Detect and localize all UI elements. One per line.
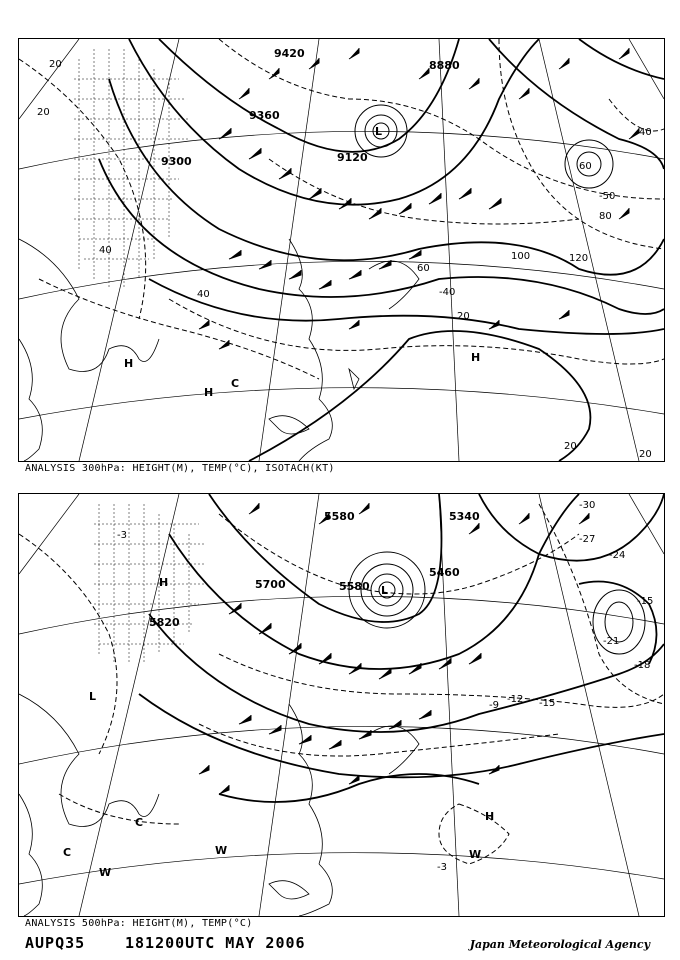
warm-center-3: W	[469, 848, 482, 861]
map-300hpa-canvas	[19, 39, 664, 461]
temp-label-minus30: -30	[579, 500, 596, 511]
caption-300hpa: ANALYSIS 300hPa: HEIGHT(M), TEMP(°C), ISOTACH(KT)	[25, 463, 335, 474]
height-label-5340: 5340	[449, 510, 480, 523]
cold-center-1: C	[135, 816, 144, 829]
isotherms	[19, 504, 664, 864]
height-label-5700: 5700	[255, 578, 286, 591]
temp-label-minus9: -9	[489, 700, 499, 711]
valid-time: 181200UTC MAY 2006	[125, 934, 306, 952]
agency-name: Japan Meteorological Agency	[469, 938, 650, 951]
temp-label-minus3b: -3	[437, 862, 447, 873]
isotach-label-20b: 20	[37, 107, 50, 118]
height-label-8880: 8880	[429, 59, 460, 72]
isotach-label-40c: 40	[197, 289, 210, 300]
height-label-5820: 5820	[149, 616, 180, 629]
wind-barbs	[199, 48, 639, 349]
isotach-label-40b: 40	[639, 127, 652, 138]
height-label-9300: 9300	[161, 155, 192, 168]
low-center: L	[375, 125, 383, 138]
map-500hpa-canvas	[19, 494, 664, 916]
temp-label-minus12: -12	[507, 694, 524, 705]
temp-label-minus40: -40	[439, 287, 456, 298]
hatched-region	[94, 504, 204, 664]
cold-center-2: C	[63, 846, 72, 859]
low-center-1: L	[89, 690, 97, 703]
isotach-label-100: 100	[511, 251, 531, 262]
height-label-5580b: 5580	[324, 510, 355, 523]
warm-center-1: W	[99, 866, 112, 879]
high-center-1: H	[159, 576, 169, 589]
high-center-2: H	[485, 810, 495, 823]
temp-label-minus3: -3	[117, 530, 127, 541]
height-contours	[99, 39, 664, 461]
height-label-5580: 5580	[339, 580, 370, 593]
low-center-rings	[349, 552, 645, 654]
chart-id: AUPQ35	[25, 934, 86, 952]
temp-label-minus15: -15	[539, 698, 556, 709]
isotach-label-120: 120	[569, 253, 589, 264]
temp-label-minus24: -24	[609, 550, 626, 561]
high-center-3: H	[204, 386, 214, 399]
high-center-1: H	[124, 357, 134, 370]
low-center-2: L	[381, 584, 389, 597]
caption-500hpa: ANALYSIS 500hPa: HEIGHT(M), TEMP(°C)	[25, 918, 253, 929]
isotach-label-20d: 20	[564, 441, 577, 452]
temp-label-minus18: -18	[634, 660, 651, 671]
temp-label-minus27: -27	[579, 534, 596, 545]
analysis-500hpa-map	[18, 493, 665, 917]
cold-center: C	[231, 377, 240, 390]
graticule	[19, 39, 664, 461]
warm-center-2: W	[215, 844, 228, 857]
high-center-2: H	[471, 351, 481, 364]
isotach-label-20: 20	[49, 59, 62, 70]
temp-label-minus21: -21	[603, 636, 620, 647]
height-label-9120: 9120	[337, 151, 368, 164]
isotach-label-60b: 60	[579, 161, 592, 172]
isotach-label-80: 80	[599, 211, 612, 222]
temp-label-minus15b: -15	[637, 596, 654, 607]
height-label-5460: 5460	[429, 566, 460, 579]
height-label-9360: 9360	[249, 109, 280, 122]
hatched-region	[74, 49, 189, 289]
graticule	[19, 494, 664, 916]
analysis-300hpa-map	[18, 38, 665, 462]
isotach-label-40: 40	[99, 245, 112, 256]
isotach-label-20e: 20	[639, 449, 652, 460]
isotachs	[19, 39, 664, 379]
wind-barbs	[199, 503, 589, 794]
temp-label-minus50: -50	[599, 191, 616, 202]
height-label-9420: 9420	[274, 47, 305, 60]
low-center-rings	[355, 105, 613, 188]
coastlines	[19, 694, 419, 916]
isotach-label-60: 60	[417, 263, 430, 274]
isotach-label-20c: 20	[457, 311, 470, 322]
